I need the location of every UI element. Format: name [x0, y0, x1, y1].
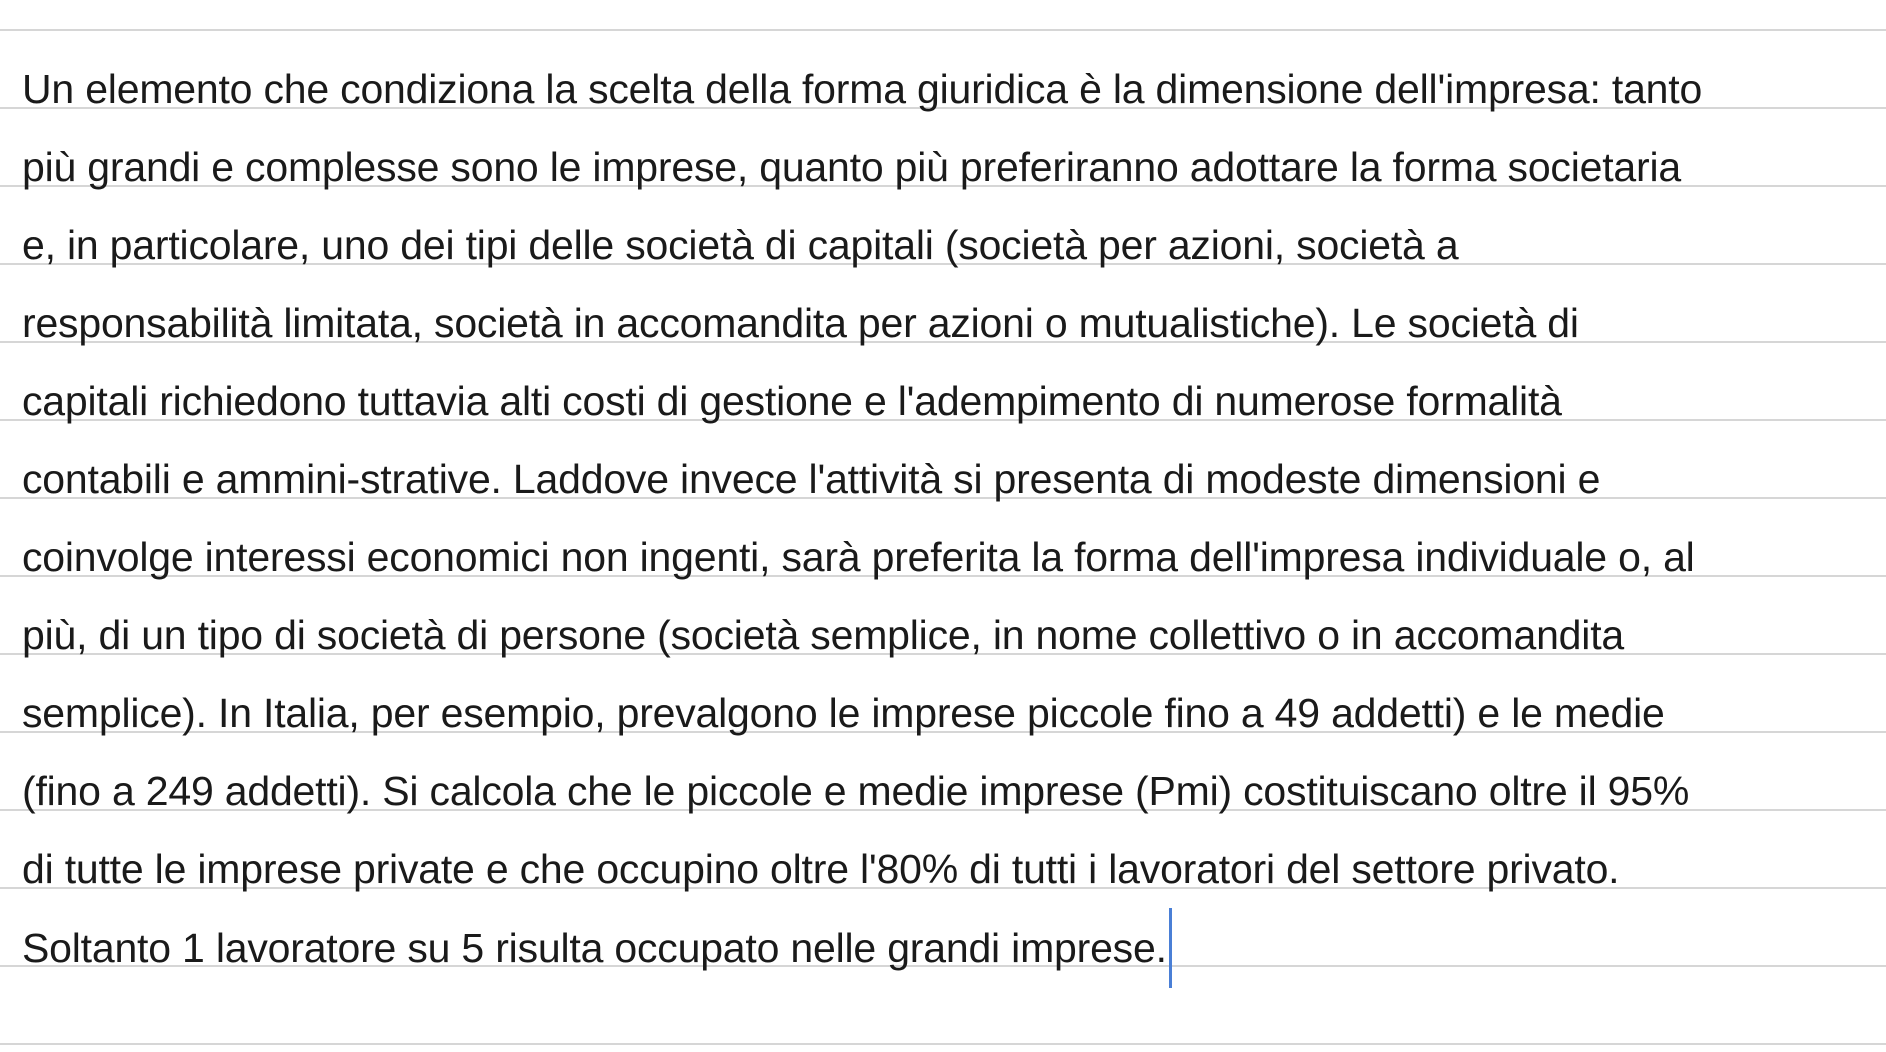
text-editor[interactable]: [22, 50, 1862, 986]
text-line-11: di tutte le imprese private e che occupino oltre l'80% di tutti i lavoratori del settore privato.: [22, 846, 1620, 892]
text-line-1: Un elemento che condiziona la scelta della forma giuridica è la dimensione dell'impresa: tanto: [22, 66, 1703, 112]
text-cursor: [1169, 908, 1172, 988]
text-line-9: semplice). In Italia, per esempio, prevalgono le imprese piccole fino a 49 addetti) e le medie: [22, 690, 1665, 736]
text-line-10: (fino a 249 addetti). Si calcola che le piccole e medie imprese (Pmi) costituiscano oltre il 95%: [22, 768, 1690, 814]
text-line-6: contabili e ammini-strative. Laddove invece l'attività si presenta di modeste dimensioni e: [22, 456, 1601, 502]
text-line-4: responsabilità limitata, società in accomandita per azioni o mutualistiche). Le società di: [22, 300, 1579, 346]
text-line-8: più, di un tipo di società di persone (società semplice, in nome collettivo o in accomandita: [22, 612, 1624, 658]
text-line-7: coinvolge interessi economici non ingenti, sarà preferita la forma dell'impresa individuale o, al: [22, 534, 1695, 580]
text-line-5: capitali richiedono tuttavia alti costi di gestione e l'adempimento di numerose formalità: [22, 378, 1562, 424]
text-line-12-content: Soltanto 1 lavoratore su 5 risulta occupato nelle grandi imprese.: [22, 925, 1167, 971]
text-line-3: e, in particolare, uno dei tipi delle società di capitali (società per azioni, società a: [22, 222, 1459, 268]
text-line-2: più grandi e complesse sono le imprese, quanto più preferiranno adottare la forma societaria: [22, 144, 1681, 190]
text-line-12: [22, 908, 1862, 986]
